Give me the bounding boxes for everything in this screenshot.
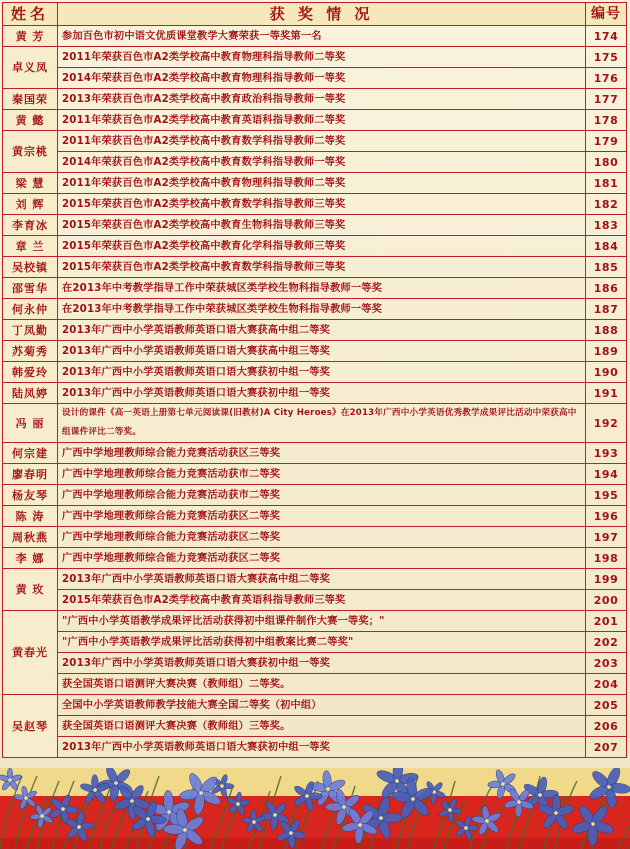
table-row: [3, 632, 627, 653]
award-number: 177: [586, 89, 627, 110]
award-number: 199: [586, 569, 627, 590]
table-row: [3, 341, 627, 362]
recipient-name: 刘 辉: [3, 194, 58, 215]
recipient-name: 邵雪华: [3, 278, 58, 299]
table-row: [3, 110, 627, 131]
award-description: 2014年荣获百色市A2类学校高中教育数学科指导教师一等奖: [58, 152, 586, 173]
award-description: 2011年荣获百色市A2类学校高中教育数学科指导教师二等奖: [58, 131, 586, 152]
award-number: 190: [586, 362, 627, 383]
recipient-name: 何宗建: [3, 443, 58, 464]
award-description: 广西中学地理教师综合能力竞赛活动获市二等奖: [58, 464, 586, 485]
award-number: 183: [586, 215, 627, 236]
award-number: 204: [586, 674, 627, 695]
award-number: 191: [586, 383, 627, 404]
award-number: 182: [586, 194, 627, 215]
award-description: 2011年荣获百色市A2类学校高中教育物理科指导教师二等奖: [58, 173, 586, 194]
table-row: [3, 173, 627, 194]
award-description: 2011年荣获百色市A2类学校高中教育英语科指导教师二等奖: [58, 110, 586, 131]
table-row: [3, 443, 627, 464]
award-number: 205: [586, 695, 627, 716]
award-number: 201: [586, 611, 627, 632]
award-number: 187: [586, 299, 627, 320]
award-number: 194: [586, 464, 627, 485]
header-name: 姓名: [3, 3, 58, 26]
table-row: [3, 737, 627, 758]
award-description: 2013年广西中小学英语教师英语口语大赛获初中组一等奖: [58, 737, 586, 758]
table-row: [3, 590, 627, 611]
award-description: 广西中学地理教师综合能力竞赛活动获区二等奖: [58, 527, 586, 548]
recipient-name: 李 娜: [3, 548, 58, 569]
table-row: [3, 257, 627, 278]
award-description: 2015年荣获百色市A2类学校高中教育生物科指导教师三等奖: [58, 215, 586, 236]
award-number: 178: [586, 110, 627, 131]
table-row: [3, 89, 627, 110]
recipient-name: 吴校镇: [3, 257, 58, 278]
recipient-name: 苏菊秀: [3, 341, 58, 362]
award-number: 175: [586, 47, 627, 68]
award-number: 202: [586, 632, 627, 653]
recipient-name: 韩爱玲: [3, 362, 58, 383]
table-row: [3, 485, 627, 506]
table-row: [3, 26, 627, 47]
flower-decoration: [0, 768, 630, 849]
award-description: 广西中学地理教师综合能力竞赛活动获区三等奖: [58, 443, 586, 464]
award-description: 获全国英语口语测评大赛决赛（教师组）三等奖。: [58, 716, 586, 737]
table-row: [3, 236, 627, 257]
table-row: [3, 47, 627, 68]
recipient-name: 何永仲: [3, 299, 58, 320]
table-row: [3, 695, 627, 716]
award-number: 179: [586, 131, 627, 152]
table-row: [3, 548, 627, 569]
award-number: 193: [586, 443, 627, 464]
award-description: "广西中小学英语教学成果评比活动获得初中组课件制作大赛一等奖；": [58, 611, 586, 632]
award-description: 2013年广西中小学英语教师英语口语大赛获初中组一等奖: [58, 383, 586, 404]
header-award: 获 奖 情 况: [58, 3, 586, 26]
award-rows: [3, 26, 627, 758]
recipient-name: 章 兰: [3, 236, 58, 257]
award-number: 207: [586, 737, 627, 758]
table-row: [3, 674, 627, 695]
award-number: 203: [586, 653, 627, 674]
award-description: 2013年广西中小学英语教师英语口语大赛获高中组三等奖: [58, 341, 586, 362]
award-description: 2013年广西中小学英语教师英语口语大赛获高中组二等奖: [58, 569, 586, 590]
award-description: 2013年广西中小学英语教师英语口语大赛获高中组二等奖: [58, 320, 586, 341]
table-row: [3, 362, 627, 383]
header-id: 编号: [586, 3, 627, 26]
header-row: [3, 3, 627, 26]
table-row: [3, 68, 627, 89]
table-row: [3, 320, 627, 341]
table-row: [3, 611, 627, 632]
award-description: 2014年荣获百色市A2类学校高中教育物理科指导教师一等奖: [58, 68, 586, 89]
award-number: 197: [586, 527, 627, 548]
award-description: 2015年荣获百色市A2类学校高中教育数学科指导教师三等奖: [58, 194, 586, 215]
table-row: [3, 152, 627, 173]
award-number: 206: [586, 716, 627, 737]
award-description: 广西中学地理教师综合能力竞赛活动获区二等奖: [58, 548, 586, 569]
table-row: [3, 215, 627, 236]
recipient-name: 陈 涛: [3, 506, 58, 527]
award-description: 2013年广西中小学英语教师英语口语大赛获初中组一等奖: [58, 362, 586, 383]
award-number: 176: [586, 68, 627, 89]
table-row: [3, 404, 627, 443]
recipient-name: 杨友琴: [3, 485, 58, 506]
award-description: 2015年荣获百色市A2类学校高中教育英语科指导教师三等奖: [58, 590, 586, 611]
recipient-name: 黄 懿: [3, 110, 58, 131]
recipient-name: 黄 玫: [3, 569, 58, 611]
award-number: 180: [586, 152, 627, 173]
award-description: 获全国英语口语测评大赛决赛（教师组）二等奖。: [58, 674, 586, 695]
table-row: [3, 569, 627, 590]
recipient-name: 吴赵琴: [3, 695, 58, 758]
recipient-name: 周秋燕: [3, 527, 58, 548]
award-number: 195: [586, 485, 627, 506]
table-row: [3, 131, 627, 152]
table-row: [3, 299, 627, 320]
recipient-name: 黄春光: [3, 611, 58, 695]
award-number: 186: [586, 278, 627, 299]
award-number: 174: [586, 26, 627, 47]
award-description: 2013年荣获百色市A2类学校高中教育政治科指导教师一等奖: [58, 89, 586, 110]
recipient-name: 黄宗桃: [3, 131, 58, 173]
table-row: [3, 716, 627, 737]
award-number: 184: [586, 236, 627, 257]
award-number: 200: [586, 590, 627, 611]
award-description: 在2013年中考教学指导工作中荣获城区类学校生物科指导教师一等奖: [58, 299, 586, 320]
award-description: 广西中学地理教师综合能力竞赛活动获市二等奖: [58, 485, 586, 506]
award-number: 181: [586, 173, 627, 194]
award-description: 2013年广西中小学英语教师英语口语大赛获初中组一等奖: [58, 653, 586, 674]
award-description: 2015年荣获百色市A2类学校高中教育数学科指导教师三等奖: [58, 257, 586, 278]
award-description: 2015年荣获百色市A2类学校高中教育化学科指导教师三等奖: [58, 236, 586, 257]
table-row: [3, 464, 627, 485]
recipient-name: 冯 丽: [3, 404, 58, 443]
award-description: 2011年荣获百色市A2类学校高中教育物理科指导教师二等奖: [58, 47, 586, 68]
table-row: [3, 383, 627, 404]
table-row: [3, 653, 627, 674]
table-row: [3, 194, 627, 215]
award-number: 188: [586, 320, 627, 341]
recipient-name: 卓义凤: [3, 47, 58, 89]
recipient-name: 廖春明: [3, 464, 58, 485]
award-number: 198: [586, 548, 627, 569]
recipient-name: 丁凤勤: [3, 320, 58, 341]
award-description: 全国中小学英语教师教学技能大赛全国二等奖（初中组）: [58, 695, 586, 716]
award-description: "广西中小学英语教学成果评比活动获得初中组教案比赛二等奖": [58, 632, 586, 653]
recipient-name: 黄 芳: [3, 26, 58, 47]
table-row: [3, 506, 627, 527]
award-description: 广西中学地理教师综合能力竞赛活动获区二等奖: [58, 506, 586, 527]
recipient-name: 李育冰: [3, 215, 58, 236]
table-row: [3, 278, 627, 299]
award-table: [2, 2, 627, 758]
award-number: 192: [586, 404, 627, 443]
award-number: 196: [586, 506, 627, 527]
award-description: 设计的课件《高一英语上册第七单元阅读课(旧教材)A City Heroes》在2013年广西中小学英语优秀教学成果评比活动中荣获高中组课件评比二等奖。: [58, 404, 586, 443]
table-row: [3, 527, 627, 548]
flower-illustration: [0, 768, 630, 849]
award-number: 185: [586, 257, 627, 278]
award-description: 在2013年中考教学指导工作中荣获城区类学校生物科指导教师一等奖: [58, 278, 586, 299]
award-number: 189: [586, 341, 627, 362]
recipient-name: 秦国荣: [3, 89, 58, 110]
recipient-name: 陆凤婷: [3, 383, 58, 404]
award-description: 参加百色市初中语文优质课堂教学大赛荣获一等奖第一名: [58, 26, 586, 47]
recipient-name: 梁 慧: [3, 173, 58, 194]
